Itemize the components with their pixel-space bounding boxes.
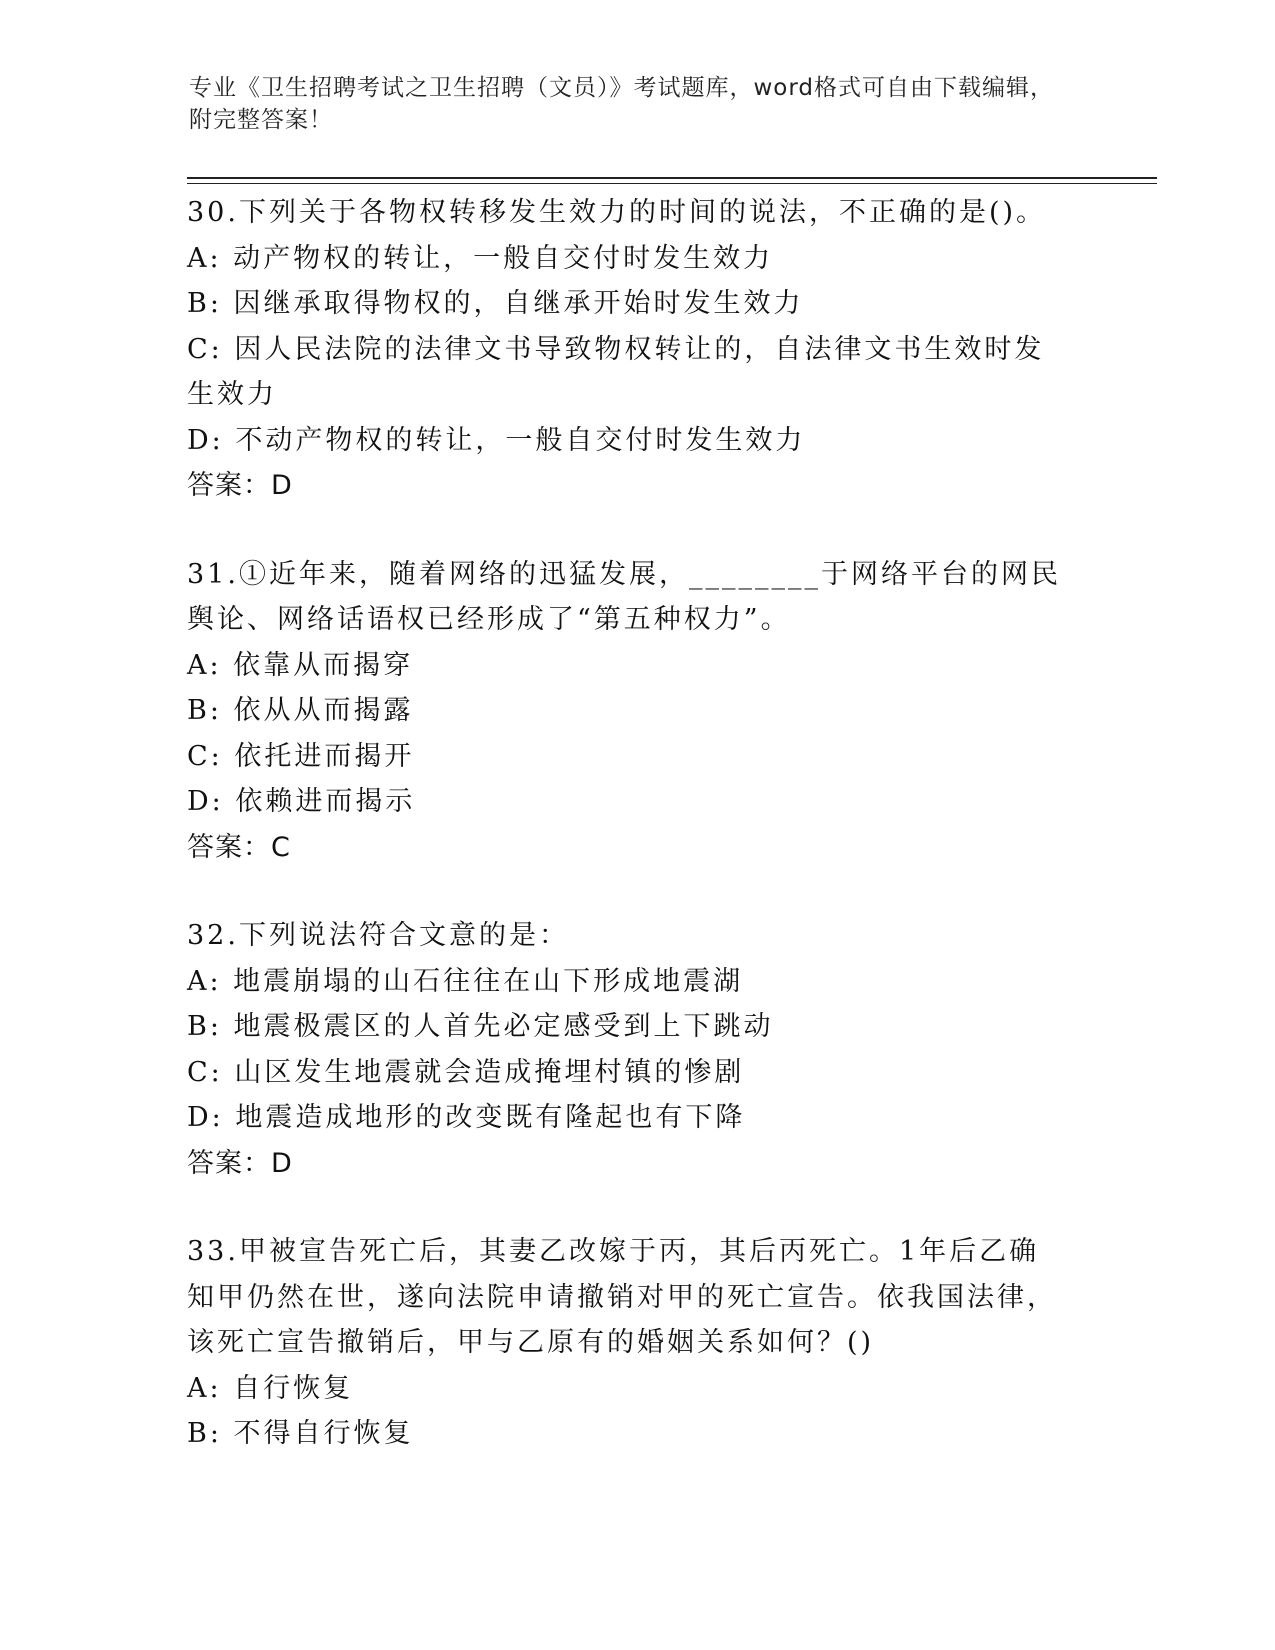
- option-a: A: 地震崩塌的山石往往在山下形成地震湖: [187, 965, 744, 997]
- option-a: A: 动产物权的转让，一般自交付时发生效力: [187, 242, 774, 274]
- option-c: C: 依托进而揭开: [187, 740, 415, 772]
- question-stem: 30.下列关于各物权转移发生效力的时间的说法，不正确的是()。: [187, 197, 1047, 228]
- document-header: [189, 72, 1069, 136]
- question-30: [187, 190, 1087, 509]
- option-b: B: 地震极震区的人首先必定感受到上下跳动: [187, 1011, 774, 1042]
- answer-label: 答案：C: [187, 831, 291, 863]
- answer-label: 答案：D: [187, 1147, 293, 1179]
- option-b: B: 不得自行恢复: [187, 1418, 414, 1449]
- question-stem: 32.下列说法符合文意的是：: [187, 920, 569, 951]
- option-d: D: 地震造成地形的改变既有隆起也有下降: [187, 1102, 746, 1133]
- option-b: B: 依从从而揭露: [187, 695, 414, 726]
- header-rule-thin: [187, 183, 1157, 184]
- option-c: C: 因人民法院的法律文书导致物权转让的，自法律文书生效时发生效力: [187, 333, 1045, 410]
- question-31: [187, 552, 1087, 871]
- question-stem: 31.①近年来，随着网络的迅猛发展，________于网络平台的网民舆论、网络话语权已经形成了“第五种权力”。: [187, 558, 1061, 635]
- option-a: A: 自行恢复: [187, 1372, 354, 1404]
- question-list: [187, 190, 1087, 1500]
- option-c: C: 山区发生地震就会造成掩埋村镇的惨剧: [187, 1056, 745, 1088]
- option-d: D: 不动产物权的转让，一般自交付时发生效力: [187, 424, 806, 456]
- answer-label: 答案：D: [187, 470, 293, 501]
- question-33: [187, 1229, 1087, 1457]
- question-32: [187, 913, 1087, 1186]
- question-stem: 33.甲被宣告死亡后，其妻乙改嫁于丙，其后丙死亡。1年后乙确知甲仍然在世，遂向法院申请撤销对甲的死亡宣告。依我国法律，该死亡宣告撤销后，甲与乙原有的婚姻关系如何？(): [187, 1236, 1057, 1358]
- header-text: 专业《卫生招聘考试之卫生招聘（文员）》考试题库，word格式可自由下载编辑，附完整答案！: [189, 75, 1055, 133]
- option-a: A: 依靠从而揭穿: [187, 649, 414, 681]
- header-rule-thick: [187, 177, 1157, 179]
- option-d: D: 依赖进而揭示: [187, 786, 416, 817]
- option-b: B: 因继承取得物权的，自继承开始时发生效力: [187, 288, 804, 319]
